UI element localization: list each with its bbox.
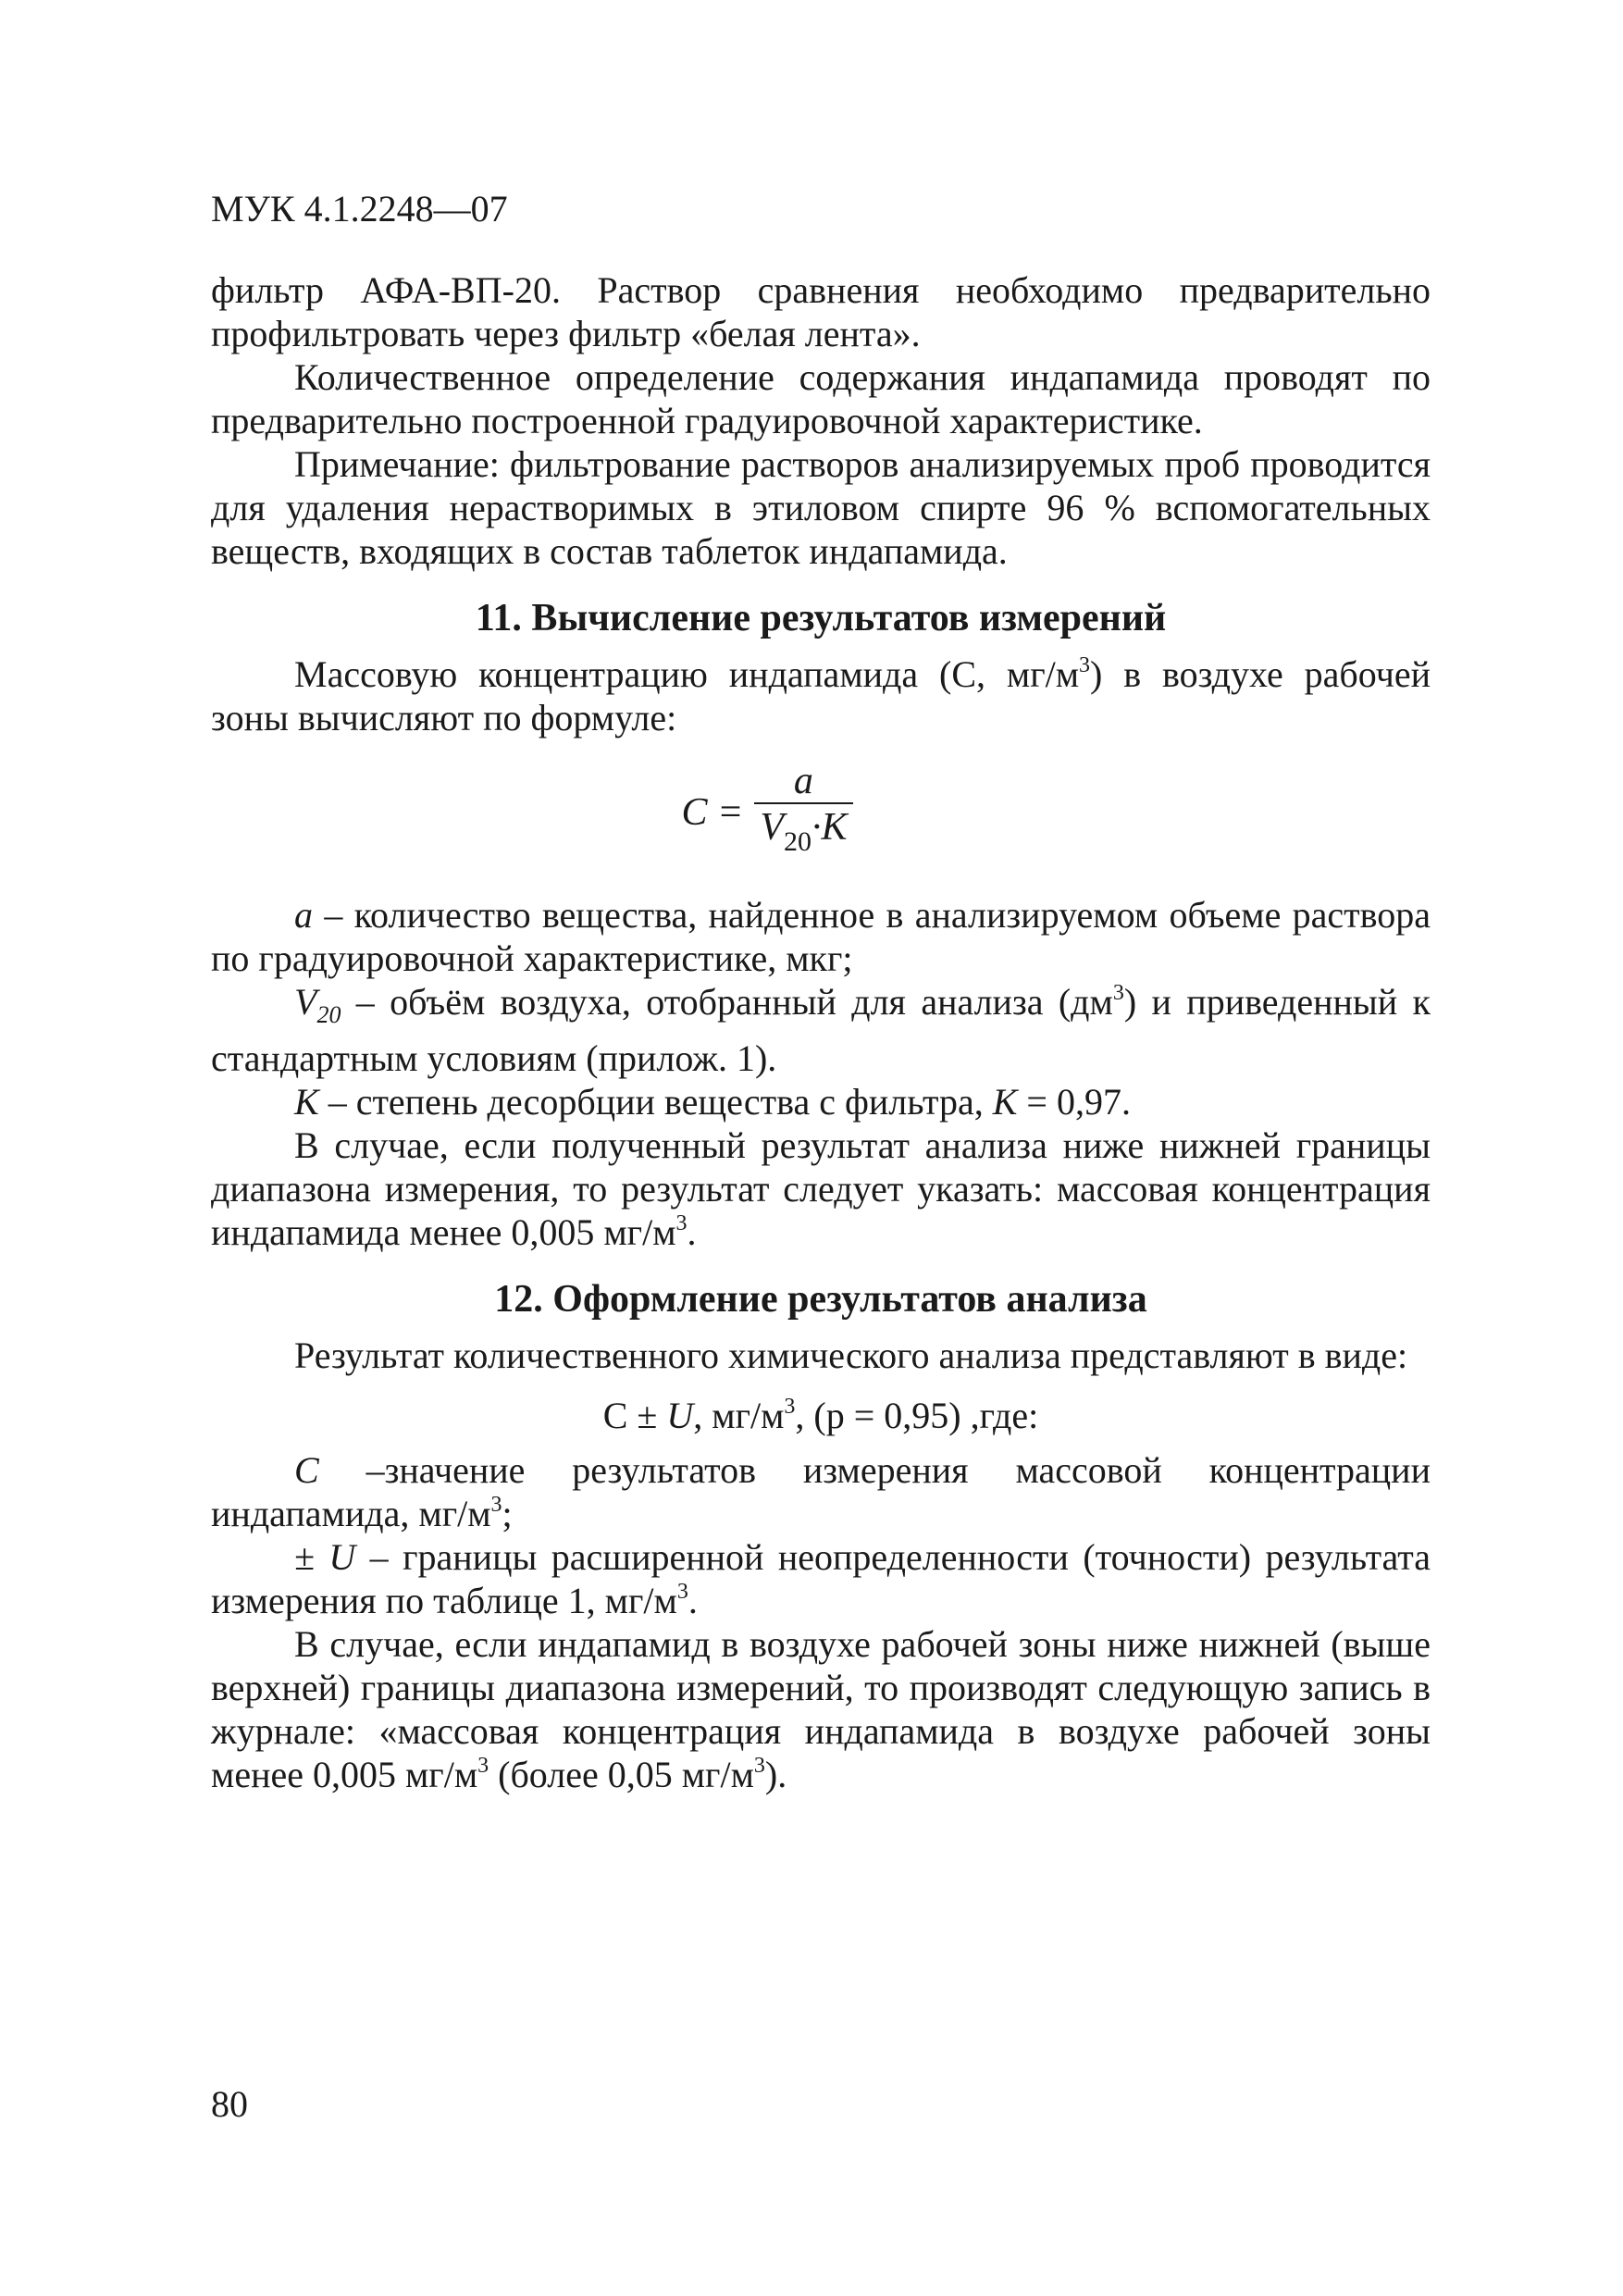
definition-v20: $V_{20}$ – объём воздуха, отобранный для анализа $(дм^3)$ и приведенный к стандартным условиям (прилож. 1).: [211, 981, 1431, 1079]
result-expression: С ± U, $мг/м^3$, (р = 0,95) ,где:: [602, 1395, 1039, 1436]
formula-fraction: [754, 760, 852, 865]
definition-c-line1: С –значение результатов измерения массовой концентрации: [294, 1449, 1431, 1491]
formula-numerator: a: [793, 760, 813, 802]
paragraph-filter-continuation: фильтр АФА-ВП-20. Раствор сравнения необходимо предварительно профильтровать через фильтр «белая лента».: [211, 269, 1431, 354]
formula-denominator: $V_{20}\cdot K$: [760, 806, 848, 857]
concentration-formula: [211, 760, 1431, 865]
paragraph-concentration-intro: Массовую концентрацию индапамида (С, $мг/м^3$) в воздухе рабочей зоны вычисляют по формуле:: [211, 653, 1431, 738]
paragraph-result-form: Результат количественного химического анализа представляют в виде:: [294, 1334, 1408, 1376]
definition-a: а – количество вещества, найденное в анализируемом объеме раствора по градуировочной характеристике, мкг;: [211, 894, 1431, 979]
section-12-heading: 12. Оформление результатов анализа: [494, 1278, 1147, 1321]
formula-lhs: C =: [681, 790, 744, 834]
page-number: 80: [211, 2083, 248, 2125]
paragraph-journal-entry: В случае, если индапамид в воздухе рабочей зоны ниже нижней (выше верхней) границы диапазона измерений, то производят следующую запись в журнале: «массовая концентрация индапамида в воздухе рабочей зоны менее 0,005 $мг/м^3$ (более 0,05 $мг/м^3$).: [211, 1623, 1431, 1795]
paragraph-below-range: В случае, если полученный результат анализа ниже нижней границы диапазона измерения, то результат следует указать: массовая концентрация индапамида менее 0,005 $мг/м^3$.: [211, 1124, 1431, 1253]
document-code: МУК 4.1.2248—07: [211, 188, 508, 230]
paragraph-note: Примечание: фильтрование растворов анализируемых проб проводится для удаления нерастворимых в этиловом спирте 96 % вспомогательных веществ, входящих в состав таблеток индапамида.: [211, 443, 1431, 572]
definition-k: K – степень десорбции вещества с фильтра, K = 0,97.: [294, 1081, 1131, 1123]
definition-c-line2: индапамида, $мг/м^3$;: [211, 1493, 513, 1534]
paragraph-quantitative-determination: Количественное определение содержания индапамида проводят по предварительно построенной градуировочной характеристике.: [211, 356, 1431, 441]
section-11-heading: 11. Вычисление результатов измерений: [475, 597, 1167, 639]
page-body: [211, 268, 1431, 1796]
definition-u: ± U – границы расширенной неопределенности (точности) результата измерения по таблице 1, $мг/м^3$.: [211, 1536, 1431, 1621]
